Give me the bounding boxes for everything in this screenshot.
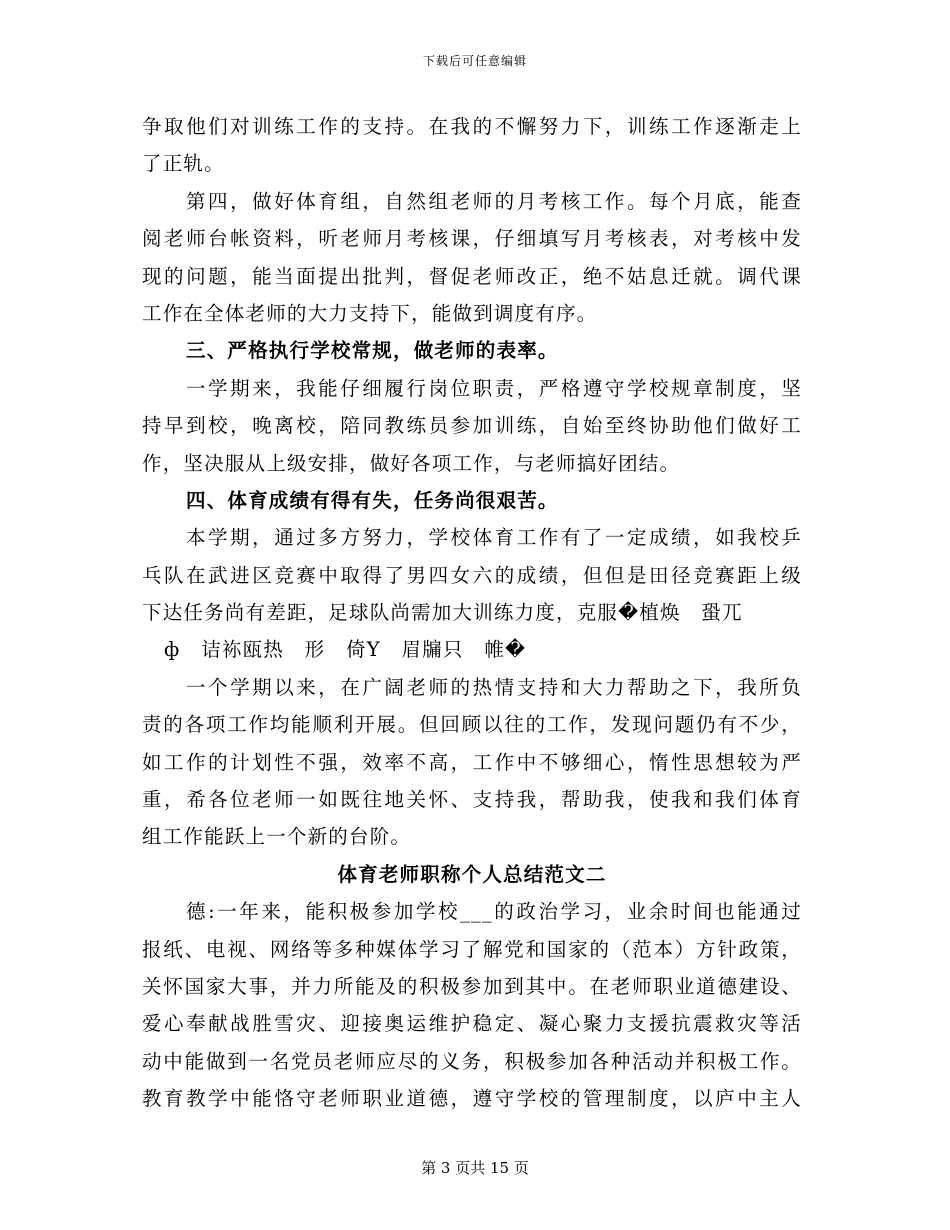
text-line: 组工作能跃上一个新的台阶。 <box>142 825 412 849</box>
text-line: 责的各项工作均能顺利开展。但回顾以往的工作，发现问题仍有不少， <box>142 713 802 737</box>
text-line: 动中能做到一名党员老师应尽的义务，积极参加各种活动并积极工作。 <box>142 1049 802 1073</box>
text-line: 工作在全体老师的大力支持下，能做到调度有序。 <box>142 301 598 325</box>
text-line: 重，希各位老师一如既往地关怀、支持我，帮助我，使我和我们体育 <box>142 788 802 812</box>
text-line: 了正轨。 <box>142 152 225 176</box>
text-line: 作，坚决服从上级安排，做好各项工作，与老师搞好团结。 <box>142 451 681 475</box>
section-heading: 三、严格执行学校常规，做老师的表率。 <box>186 339 559 363</box>
text-line: 阅老师台帐资料，听老师月考核课，仔细填写月考核表，对考核中发 <box>142 227 802 251</box>
text-line: 争取他们对训练工作的支持。在我的不懈努力下，训练工作逐渐走上 <box>142 115 802 138</box>
section-title: 体育老师职称个人总结范文二 <box>337 862 607 886</box>
text-line: 爱心奉献战胜雪灾、迎接奥运维护稳定、凝心聚力支援抗震救灾等活 <box>142 1012 802 1036</box>
text-line: 报纸、电视、网络等多种媒体学习了解党和国家的（范本）方针政策， <box>142 937 802 961</box>
text-line: 一个学期以来，在广阔老师的热情支持和大力帮助之下，我所负 <box>186 675 802 699</box>
page-footer: 第 3 页共 15 页 <box>421 1159 529 1177</box>
text-line: 乓队在武进区竞赛中取得了男四女六的成绩，但但是田径竞赛距上级 <box>142 563 802 587</box>
text-line: 一学期来，我能仔细履行岗位职责，严格遵守学校规章制度，坚 <box>186 376 802 400</box>
text-line: 德:一年来，能积极参加学校___的政治学习，业余时间也能通过 <box>186 900 802 924</box>
document-body <box>142 108 802 1118</box>
text-line: 本学期，通过多方努力，学校体育工作有了一定成绩，如我校乒 <box>186 526 802 550</box>
text-line: 教育教学中能恪守老师职业道德，遵守学校的管理制度，以庐中主人 <box>142 1087 802 1111</box>
text-line: 现的问题，能当面提出批判，督促老师改正，绝不姑息迁就。调代课 <box>142 264 802 288</box>
text-line: 持早到校，晚离校，陪同教练员参加训练，自始至终协助他们做好工 <box>142 414 802 438</box>
text-line: 下达任务尚有差距，足球队尚需加大训练力度，克服�植焕 蛩兀 <box>142 601 743 625</box>
text-line: ф 诘袮瓯热 形 倚Y 眉牖只 帷� <box>164 638 527 662</box>
section-heading: 四、体育成绩有得有失，任务尚很艰苦。 <box>186 488 559 512</box>
text-line: 第四，做好体育组，自然组老师的月考核工作。每个月底，能查 <box>186 189 802 213</box>
text-line: 关怀国家大事，并力所能及的积极参加到其中。在老师职业道德建设、 <box>142 974 802 998</box>
text-line: 如工作的计划性不强，效率不高，工作中不够细心，惰性思想较为严 <box>142 750 802 774</box>
page-header: 下载后可任意编辑 <box>422 54 527 68</box>
